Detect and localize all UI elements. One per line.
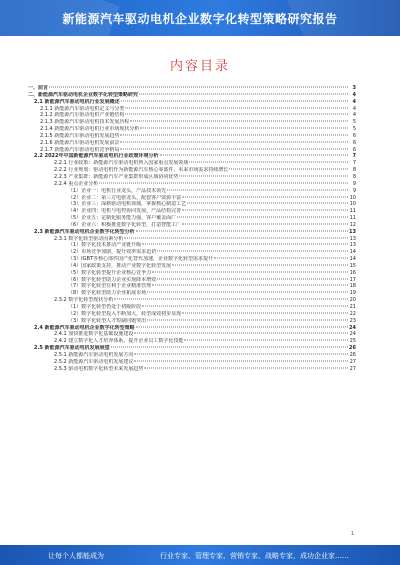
toc-entry[interactable] <box>28 256 356 263</box>
toc-entry[interactable] <box>28 283 356 290</box>
toc-entry-text: 2.1.7 新能源汽车驱动电机竞争格局 <box>40 146 120 153</box>
toc-entry[interactable] <box>28 174 356 181</box>
toc-leader-dots <box>136 230 348 231</box>
toc-entry[interactable] <box>28 126 356 133</box>
toc-entry-text: 2.5.1 新能源汽车驱动电机发展方向 <box>54 351 134 358</box>
toc-entry-page: 24 <box>349 324 356 331</box>
toc-entry-page: 27 <box>349 365 356 372</box>
toc-entry-page: 25 <box>349 338 356 345</box>
toc-entry-page: 10 <box>349 194 356 201</box>
toc-entry[interactable] <box>28 229 356 236</box>
toc-leader-dots <box>147 292 348 293</box>
table-of-contents <box>28 85 356 372</box>
toc-entry-page: 19 <box>349 290 356 297</box>
toc-leader-dots <box>130 121 348 122</box>
toc-entry[interactable] <box>28 85 356 92</box>
toc-leader-dots <box>139 93 348 94</box>
toc-entry-page: 4 <box>352 98 356 105</box>
toc-entry[interactable] <box>28 338 356 345</box>
toc-entry[interactable] <box>28 311 356 318</box>
toc-entry-page: 10 <box>349 201 356 208</box>
toc-entry-page: 7 <box>352 160 356 167</box>
toc-entry[interactable] <box>28 201 356 208</box>
toc-entry[interactable] <box>28 249 356 256</box>
toc-leader-dots <box>144 367 348 368</box>
toc-leader-dots <box>125 114 348 115</box>
footer-banner <box>0 545 400 565</box>
toc-entry-text: 2.1.3 新能源汽车驱动电机技术发展历程 <box>40 119 130 126</box>
toc-leader-dots <box>152 271 348 272</box>
toc-entry-text: 2.4.1 加快推进数字化基础设施建设 <box>54 331 134 338</box>
toc-entry[interactable] <box>28 318 356 325</box>
toc-leader-dots <box>134 353 348 354</box>
toc-entry-page: 7 <box>352 153 356 160</box>
toc-leader-dots <box>187 203 348 204</box>
toc-entry-page: 6 <box>352 139 356 146</box>
toc-leader-dots <box>182 210 348 211</box>
toc-entry-page: 11 <box>349 215 356 222</box>
toc-entry[interactable] <box>28 106 356 113</box>
toc-entry-text: 2.5 新能源汽车驱动电机发展展望 <box>34 345 110 352</box>
toc-entry[interactable] <box>28 290 356 297</box>
toc-entry-text: 2.2.4 重点企业分析 <box>54 180 99 187</box>
toc-entry-text: （7）数字化转型有利于企业精准管理 <box>68 283 152 290</box>
toc-entry-page: 24 <box>349 331 356 338</box>
toc-entry[interactable] <box>28 208 356 215</box>
toc-leader-dots <box>172 264 348 265</box>
toc-leader-dots <box>147 319 348 320</box>
toc-leader-dots <box>142 244 348 245</box>
toc-entry[interactable] <box>28 215 356 222</box>
toc-entry[interactable] <box>28 345 356 352</box>
toc-entry-page: 13 <box>349 228 356 235</box>
toc-entry-text: 2.2.2 行业规划：驱动电机作为新能源汽车核心零部件，未来市场需求持续增长 <box>54 167 229 174</box>
toc-leader-dots <box>214 258 348 259</box>
toc-entry-page: 4 <box>352 105 356 112</box>
toc-leader-dots <box>177 217 348 218</box>
toc-entry-text: （2）数字化转型投入不断加大，转型成效初步显现 <box>68 310 182 317</box>
toc-leader-dots <box>124 237 348 238</box>
toc-leader-dots <box>121 100 348 101</box>
toc-entry[interactable] <box>28 297 356 304</box>
toc-entry-text: 2.1.4 新能源汽车驱动电机行业市场现状分析 <box>40 126 140 133</box>
toc-entry[interactable] <box>28 188 356 195</box>
toc-leader-dots <box>111 347 348 348</box>
toc-entry-text: （5）数字化转型提升企业核心竞争力 <box>68 269 152 276</box>
toc-entry-page: 22 <box>349 310 356 317</box>
toc-entry-page: 20 <box>349 297 356 304</box>
toc-entry-page: 6 <box>352 146 356 153</box>
toc-leader-dots <box>182 312 348 313</box>
toc-entry-text: 2.5.2 新能源汽车驱动电机发展建议 <box>54 358 134 365</box>
toc-entry[interactable] <box>28 140 356 147</box>
toc-entry[interactable] <box>28 304 356 311</box>
toc-entry[interactable] <box>28 160 356 167</box>
toc-entry-page: 15 <box>349 262 356 269</box>
toc-entry-page: 5 <box>352 119 356 126</box>
toc-entry[interactable] <box>28 147 356 154</box>
toc-entry[interactable] <box>28 195 356 202</box>
toc-entry-text: （4）企业四：电机与电控协同发展，产品结构完善 <box>68 208 182 215</box>
toc-entry-page: 9 <box>352 187 356 194</box>
toc-entry-page: 8 <box>352 173 356 180</box>
toc-entry[interactable] <box>28 366 356 373</box>
toc-leader-dots <box>152 285 348 286</box>
report-title: 新能源汽车驱动电机企业数字化转型策略研究报告 <box>62 12 338 26</box>
toc-entry-text: 2.1.6 新能源汽车驱动电机发展前景 <box>40 139 120 146</box>
toc-entry-page: 16 <box>349 269 356 276</box>
toc-entry-text: 2.1.1 新能源汽车驱动电机定义与分类 <box>40 105 125 112</box>
toc-entry-text: 2.2.3 产业集群：新能源汽车产业集群形成区域协同优势 <box>54 173 179 180</box>
toc-entry-page: 26 <box>349 351 356 358</box>
page-number: 1 <box>350 531 354 537</box>
toc-leader-dots <box>229 169 348 170</box>
toc-entry-page: 14 <box>349 249 356 256</box>
toc-entry-page: 9 <box>352 180 356 187</box>
toc-entry-text: 2.2.1 行业政策：新能源汽车驱动电机列入国家重点发展领域 <box>54 160 189 167</box>
toc-entry-text: （8）数字化转型助力企业拓展市场 <box>68 290 147 297</box>
toc-entry-text: 2.4.2 建立数字化人才培养体系，提升企业员工数字化技能 <box>54 338 184 345</box>
toc-entry-page: 5 <box>352 126 356 133</box>
toc-entry[interactable] <box>28 153 356 160</box>
toc-entry-text: （6）企业六：积极推进数字化转型，打造智能工厂 <box>68 221 182 228</box>
toc-entry-text: 2.1 新能源汽车驱动电机行业发展概述 <box>34 98 120 105</box>
toc-entry[interactable] <box>28 99 356 106</box>
toc-entry[interactable] <box>28 119 356 126</box>
header-banner <box>0 0 400 36</box>
toc-entry[interactable] <box>28 181 356 188</box>
toc-heading: 内容目录 <box>169 59 230 74</box>
toc-entry-page: 21 <box>349 304 356 310</box>
toc-leader-dots <box>189 162 348 163</box>
toc-entry[interactable] <box>28 270 356 277</box>
toc-entry-page: 18 <box>349 283 356 290</box>
toc-leader-dots <box>140 128 348 129</box>
toc-entry-text: （2）企业二：第三方电驱龙头，配套客户资源丰富 <box>68 194 182 201</box>
toc-entry-page: 8 <box>352 167 356 174</box>
toc-entry-page: 11 <box>349 208 356 215</box>
toc-entry-page: 27 <box>349 358 356 365</box>
toc-leader-dots <box>120 148 348 149</box>
toc-entry-text: 二、新能源汽车驱动电机企业数字化转型策略研究 <box>28 91 139 98</box>
toc-entry-text: （5）企业五：定制化服务能力强，客户覆盖面广 <box>68 215 177 222</box>
toc-entry-page: 17 <box>349 276 356 283</box>
toc-entry-page: 13 <box>349 235 356 242</box>
toc-entry-text: （3）IGBT等核心部件国产化替代加速，企业数字化转型需求提升 <box>68 256 214 263</box>
toc-leader-dots <box>114 299 348 300</box>
toc-leader-dots <box>184 340 348 341</box>
toc-leader-dots <box>182 196 348 197</box>
toc-entry-page: 23 <box>349 317 356 324</box>
toc-leader-dots <box>120 141 348 142</box>
toc-entry-page: 4 <box>352 91 356 98</box>
toc-entry-text: 2.3.1 数字化转型驱动因素分析 <box>54 235 124 242</box>
toc-leader-dots <box>49 87 348 88</box>
toc-entry[interactable] <box>28 133 356 140</box>
toc-entry[interactable] <box>28 92 356 99</box>
footer-slogan: 让每个人都能成为 <box>48 552 104 560</box>
toc-entry[interactable] <box>28 112 356 119</box>
toc-entry[interactable] <box>28 277 356 284</box>
toc-entry-text: （3）企业三：深耕驱动电机领域，掌握核心制造工艺 <box>68 201 187 208</box>
toc-entry-page: 3 <box>352 85 356 91</box>
toc-entry-page: 12 <box>349 221 356 228</box>
toc-entry-text: （6）数字化转型助力企业实现降本增效 <box>68 276 157 283</box>
toc-leader-dots <box>136 326 348 327</box>
toc-entry-text: （4）国家政策支持，推动产业数字化转型发展 <box>68 262 172 269</box>
footer-tagline: 行业专家、管理专家、营销专家、战略专家、成功企业家…… <box>160 552 349 560</box>
toc-entry[interactable] <box>28 167 356 174</box>
toc-entry-page: 14 <box>349 256 356 263</box>
toc-entry-text: （1）数字化技术推动产业链升级 <box>68 242 142 249</box>
toc-entry-text: 2.2 2022年中国新能源汽车驱动电机行业政策环境分析 <box>34 153 159 160</box>
toc-leader-dots <box>120 134 348 135</box>
toc-leader-dots <box>142 306 348 307</box>
toc-leader-dots <box>125 107 348 108</box>
toc-entry-text: （3）数字化转型人才短缺问题突出 <box>68 317 147 324</box>
toc-leader-dots <box>134 333 348 334</box>
toc-entry-page: 26 <box>349 345 356 352</box>
toc-entry[interactable] <box>28 263 356 270</box>
toc-entry-text: 2.5.3 驱动电机数字化转型未来发展趋势 <box>54 365 144 372</box>
toc-leader-dots <box>157 251 348 252</box>
toc-entry[interactable] <box>28 325 356 332</box>
toc-entry-text: 2.3 新能源汽车驱动电机企业数字化转型分析 <box>34 228 135 235</box>
toc-entry[interactable] <box>28 359 356 366</box>
toc-entry[interactable] <box>28 236 356 243</box>
toc-leader-dots <box>99 182 348 183</box>
toc-entry[interactable] <box>28 352 356 359</box>
toc-entry[interactable] <box>28 331 356 338</box>
toc-leader-dots <box>160 155 348 156</box>
toc-entry-page: 6 <box>352 132 356 139</box>
toc-entry[interactable] <box>28 242 356 249</box>
toc-leader-dots <box>179 175 348 176</box>
toc-entry-text: 2.1.2 新能源汽车驱动电机产业链结构 <box>40 112 125 119</box>
toc-entry-text: （2）市场竞争加剧，提升效率需求迫切 <box>68 249 157 256</box>
toc-entry-text: 2.1.5 新能源汽车驱动电机发展趋势 <box>40 132 120 139</box>
toc-entry-text: 一、前言 <box>28 85 49 91</box>
toc-leader-dots <box>134 360 348 361</box>
toc-leader-dots <box>167 189 348 190</box>
toc-entry-text: （1）数字化转型仍处于初级阶段 <box>68 304 142 310</box>
toc-leader-dots <box>182 223 348 224</box>
toc-entry-text: 2.3.2 数字化转型现状分析 <box>54 297 114 304</box>
toc-entry-page: 4 <box>352 112 356 119</box>
toc-leader-dots <box>157 278 348 279</box>
toc-entry-text: （1）企业一：电机行业龙头，产品技术领先 <box>68 187 167 194</box>
toc-entry-page: 13 <box>349 242 356 249</box>
toc-entry-text: 2.4 新能源汽车驱动电机企业数字化转型策略 <box>34 324 135 331</box>
toc-entry[interactable] <box>28 222 356 229</box>
